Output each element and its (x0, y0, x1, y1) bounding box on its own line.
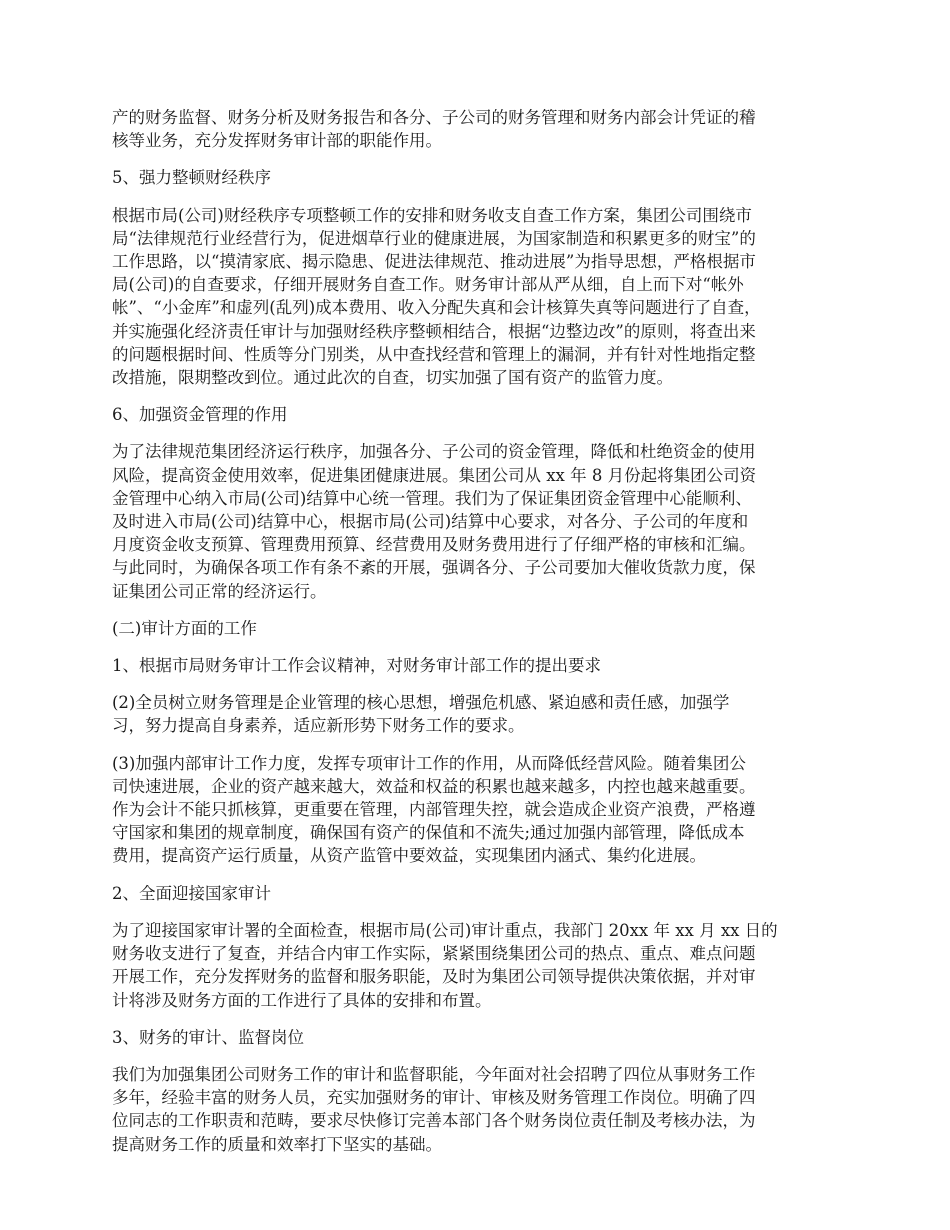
paragraph-intro: 产的财务监督、财务分析及财务报告和各分、子公司的财务管理和财务内部会计凭证的稽 核等业务，充分发挥财务审计部的职能作用。 (112, 108, 756, 151)
document-page (112, 106, 840, 1170)
paragraph-fund-management: 为了法律规范集团经济运行秩序，加强各分、子公司的资金管理，降低和杜绝资金的使用 风险，提高资金使用效率，促进集团健康进展。集团公司从 xx 年 8 月份起将集团公司资 金管理中心纳入市局(公司)结算中心统一管理。我们为了保证集团资金管理中心能顺利、 及时进入市局(公司)结算中心，根据市局(公司)结算中心要求，对各分、子公司的年度和 月度资金收支预算、管理费用预算、经营费用及财务费用进行了仔细严格的审核和汇编。 与此同时，为确保各项工作有条不紊的开展，强调各分、子公司要加大催收货款力度，保 证集团公司正常的经济运行。 (112, 442, 757, 601)
paragraph-finance-order: 根据市局(公司)财经秩序专项整顿工作的安排和财务收支自查工作方案，集团公司围绕市 局“法律规范行业经营行为，促进烟草行业的健康进展，为国家制造和积累更多的财宝”的 工作思路，以“摸清家底、揭示隐患、促进法律规范、推动进展”为指导思想，严格根据市 局(公司)的自查要求，仔细开展财务自查工作。财务审计部从严从细，自上而下对“帐外 帐”、“小金库”和虚列(乱列)成本费用、收入分配失真和会计核算失真等问题进行了自查， 并实施强化经济责任审计与加强财经秩序整顿相结合，根据“边整边改”的原则，将查出来 的问题根据时间、性质等分门别类，从中查找经营和管理上的漏洞，并有针对性地指定整 改措施，限期整改到位。通过此次的自查，切实加强了国有资产的监管力度。 (112, 205, 761, 388)
section-heading-5: 5、强力整顿财经秩序 (112, 168, 271, 188)
subheading-1: 1、根据市局财务审计工作会议精神，对财务审计部工作的提出要求 (112, 656, 601, 676)
paragraph-audit-positions: 我们为加强集团公司财务工作的审计和监督职能，今年面对社会招聘了四位从事财务工作 多年，经验丰富的财务人员，充实加强财务的审计、审核及财务管理工作岗位。明确了四 位同志的工作职责和范畴，要求尽快修订完善本部门各个财务岗位责任制及考核办法，为 提高财务工作的质量和效率打下坚实的基础。 (112, 1064, 756, 1154)
section-heading-audit: (二)审计方面的工作 (112, 618, 257, 638)
subheading-2: 2、全面迎接国家审计 (112, 883, 271, 903)
paragraph-item-2: (2)全员树立财务管理是企业管理的核心思想，增强危机感、紧迫感和责任感，加强学 习，努力提高自身素养，适应新形势下财务工作的要求。 (112, 693, 730, 736)
paragraph-national-audit: 为了迎接国家审计署的全面检查，根据市局(公司)审计重点，我部门 20xx 年 xx 月 xx 日的 财务收支进行了复查，并结合内审工作实际，紧紧围绕集团公司的热点、重点、难点问题 开展工作，充分发挥财务的监督和服务职能，及时为集团公司领导提供决策依据，并对审 计将涉及财务方面的工作进行了具体的安排和布置。 (112, 920, 778, 1010)
subheading-3: 3、财务的审计、监督岗位 (112, 1027, 304, 1047)
section-heading-6: 6、加强资金管理的作用 (112, 405, 288, 425)
paragraph-item-3: (3)加强内部审计工作力度，发挥专项审计工作的作用，从而降低经营风险。随着集团公 司快速进展，企业的资产越来越大，效益和权益的积累也越来越多，内控也越来越重要。 作为会计不能只抓核算，更重要在管理，内部管理失控，就会造成企业资产浪费，严格遵 守国家和集团的规章制度，确保国有资产的保值和不流失;通过加强内部管理，降低成本 费用，提高资产运行质量，从资产监管中要效益，实现集团内涵式、集约化进展。 (112, 753, 756, 866)
